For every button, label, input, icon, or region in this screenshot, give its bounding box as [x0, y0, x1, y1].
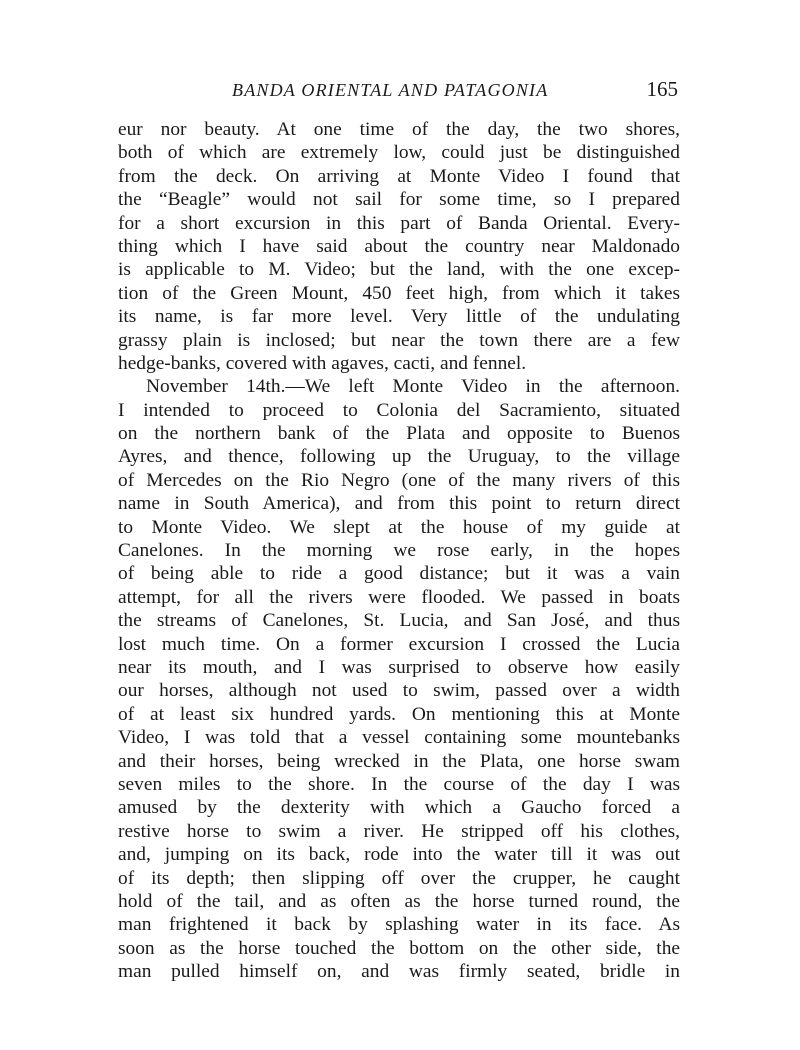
text-line: Canelones. In the morning we rose early, in the hopes [118, 540, 680, 562]
text-line: soon as the horse touched the bottom on the other side, the [118, 937, 680, 959]
text-line: our horses, although not used to swim, passed over a width [118, 680, 680, 702]
paragraph-first-line: November 14th.—We left Monte Video in the afternoon. [146, 376, 680, 398]
text-line: man pulled himself on, and was firmly seated, bridle in [118, 961, 680, 983]
text-line: seven miles to the shore. In the course of the day I was [118, 773, 680, 795]
text-line: for a short excursion in this part of Banda Oriental. Every- [118, 212, 680, 234]
text-line: the “Beagle” would not sail for some time, so I prepared [118, 189, 680, 211]
text-line: man frightened it back by splashing water in its face. As [118, 914, 680, 936]
text-line: Ayres, and thence, following up the Uruguay, to the village [118, 446, 680, 468]
text-line: is applicable to M. Video; but the land, with the one excep- [118, 259, 680, 281]
paragraph-last-line: hedge-banks, covered with agaves, cacti, and fennel. [118, 352, 527, 374]
text-line: of being able to ride a good distance; but it was a vain [118, 563, 680, 585]
text-line: restive horse to swim a river. He stripped off his clothes, [118, 820, 680, 842]
running-head [120, 77, 680, 108]
text-line: I intended to proceed to Colonia del Sacramiento, situated [118, 399, 680, 421]
page-number: 165 [646, 77, 678, 101]
text-line: thing which I have said about the country near Maldonado [118, 235, 680, 257]
text-line: name in South America), and from this point to return direct [118, 493, 680, 515]
text-line: the streams of Canelones, St. Lucia, and San José, and thus [118, 610, 680, 632]
text-line: Video, I was told that a vessel containing some mountebanks [118, 727, 680, 749]
text-line: its name, is far more level. Very little of the undulating [118, 306, 680, 328]
text-line: hold of the tail, and as often as the horse turned round, the [118, 890, 680, 912]
text-line: near its mouth, and I was surprised to observe how easily [118, 656, 680, 678]
text-line: lost much time. On a former excursion I crossed the Lucia [118, 633, 680, 655]
text-line: tion of the Green Mount, 450 feet high, from which it takes [118, 282, 680, 304]
text-line: to Monte Video. We slept at the house of my guide at [118, 516, 680, 538]
text-line: eur nor beauty. At one time of the day, the two shores, [118, 119, 680, 140]
text-line: from the deck. On arriving at Monte Video I found that [118, 165, 680, 187]
text-line: of Mercedes on the Rio Negro (one of the many rivers of this [118, 469, 680, 491]
text-line: attempt, for all the rivers were flooded. We passed in boats [118, 586, 680, 608]
text-line: grassy plain is inclosed; but near the town there are a few [118, 329, 680, 351]
running-title: BANDA ORIENTAL AND PATAGONIA [232, 80, 549, 100]
text-line: and their horses, being wrecked in the Plata, one horse swam [118, 750, 680, 772]
text-line: amused by the dexterity with which a Gaucho forced a [118, 797, 680, 819]
text-line: of at least six hundred yards. On mentioning this at Monte [118, 703, 680, 725]
text-line: both of which are extremely low, could just be distinguished [118, 142, 680, 164]
text-line: on the northern bank of the Plata and opposite to Buenos [118, 423, 680, 445]
text-line: of its depth; then slipping off over the crupper, he caught [118, 867, 680, 889]
body-text [118, 118, 680, 983]
text-line: and, jumping on its back, rode into the water till it was out [118, 844, 680, 866]
